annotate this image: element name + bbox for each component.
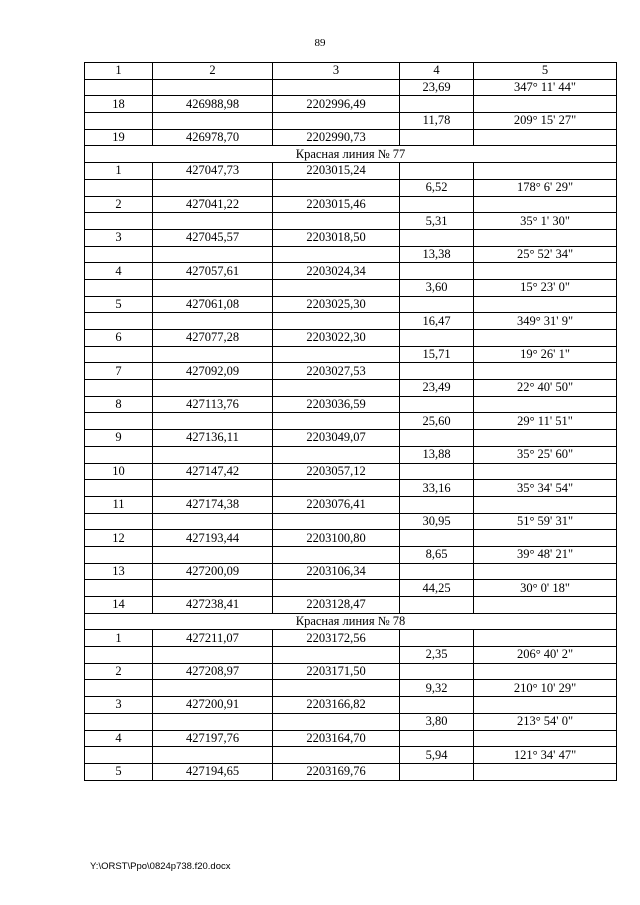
empty-cell bbox=[474, 630, 617, 647]
x-coordinate: 427174,38 bbox=[153, 496, 273, 513]
segment-angle: 22° 40' 50" bbox=[474, 380, 617, 397]
segment-row bbox=[85, 113, 617, 130]
segment-distance: 23,69 bbox=[400, 79, 474, 96]
empty-cell bbox=[273, 713, 400, 730]
empty-cell bbox=[474, 129, 617, 146]
empty-cell bbox=[400, 597, 474, 614]
point-row bbox=[85, 396, 617, 413]
y-coordinate: 2203166,82 bbox=[273, 697, 400, 714]
empty-cell bbox=[153, 647, 273, 664]
empty-cell bbox=[474, 330, 617, 347]
empty-cell bbox=[400, 296, 474, 313]
segment-distance: 5,94 bbox=[400, 747, 474, 764]
point-row bbox=[85, 496, 617, 513]
point-number: 4 bbox=[85, 730, 153, 747]
segment-row bbox=[85, 546, 617, 563]
point-number: 1 bbox=[85, 163, 153, 180]
segment-row bbox=[85, 747, 617, 764]
empty-cell bbox=[400, 763, 474, 780]
x-coordinate: 427113,76 bbox=[153, 396, 273, 413]
empty-cell bbox=[400, 163, 474, 180]
point-row bbox=[85, 430, 617, 447]
empty-cell bbox=[400, 396, 474, 413]
empty-cell bbox=[474, 763, 617, 780]
segment-angle: 349° 31' 9" bbox=[474, 313, 617, 330]
x-coordinate: 426988,98 bbox=[153, 96, 273, 113]
x-coordinate: 427238,41 bbox=[153, 597, 273, 614]
point-number: 4 bbox=[85, 263, 153, 280]
y-coordinate: 2203027,53 bbox=[273, 363, 400, 380]
empty-cell bbox=[85, 113, 153, 130]
section-title: Красная линия № 77 bbox=[85, 146, 617, 163]
header-row bbox=[85, 63, 617, 80]
point-number: 19 bbox=[85, 129, 153, 146]
point-number: 13 bbox=[85, 563, 153, 580]
point-number: 9 bbox=[85, 430, 153, 447]
empty-cell bbox=[474, 263, 617, 280]
empty-cell bbox=[85, 747, 153, 764]
empty-cell bbox=[400, 263, 474, 280]
segment-distance: 11,78 bbox=[400, 113, 474, 130]
segment-angle: 35° 25' 60" bbox=[474, 446, 617, 463]
segment-angle: 29° 11' 51" bbox=[474, 413, 617, 430]
y-coordinate: 2203015,24 bbox=[273, 163, 400, 180]
segment-row bbox=[85, 413, 617, 430]
empty-cell bbox=[474, 96, 617, 113]
empty-cell bbox=[153, 380, 273, 397]
segment-row bbox=[85, 580, 617, 597]
point-row bbox=[85, 229, 617, 246]
point-row bbox=[85, 763, 617, 780]
segment-angle: 35° 1' 30" bbox=[474, 213, 617, 230]
segment-angle: 209° 15' 27" bbox=[474, 113, 617, 130]
point-row bbox=[85, 730, 617, 747]
empty-cell bbox=[474, 296, 617, 313]
empty-cell bbox=[85, 380, 153, 397]
segment-angle: 178° 6' 29" bbox=[474, 179, 617, 196]
empty-cell bbox=[400, 663, 474, 680]
segment-distance: 23,49 bbox=[400, 380, 474, 397]
point-number: 5 bbox=[85, 296, 153, 313]
empty-cell bbox=[153, 546, 273, 563]
empty-cell bbox=[85, 179, 153, 196]
point-row bbox=[85, 697, 617, 714]
point-row bbox=[85, 597, 617, 614]
segment-row bbox=[85, 179, 617, 196]
empty-cell bbox=[474, 730, 617, 747]
empty-cell bbox=[85, 313, 153, 330]
empty-cell bbox=[85, 546, 153, 563]
segment-distance: 9,32 bbox=[400, 680, 474, 697]
empty-cell bbox=[85, 513, 153, 530]
header-cell-2: 2 bbox=[153, 63, 273, 80]
segment-distance: 13,38 bbox=[400, 246, 474, 263]
point-row bbox=[85, 163, 617, 180]
segment-angle: 19° 26' 1" bbox=[474, 346, 617, 363]
empty-cell bbox=[273, 279, 400, 296]
segment-angle: 210° 10' 29" bbox=[474, 680, 617, 697]
x-coordinate: 427211,07 bbox=[153, 630, 273, 647]
empty-cell bbox=[474, 163, 617, 180]
segment-distance: 3,60 bbox=[400, 279, 474, 296]
segment-distance: 8,65 bbox=[400, 546, 474, 563]
empty-cell bbox=[400, 363, 474, 380]
empty-cell bbox=[85, 713, 153, 730]
empty-cell bbox=[273, 346, 400, 363]
point-number: 2 bbox=[85, 196, 153, 213]
empty-cell bbox=[400, 229, 474, 246]
segment-row bbox=[85, 513, 617, 530]
y-coordinate: 2203018,50 bbox=[273, 229, 400, 246]
y-coordinate: 2203171,50 bbox=[273, 663, 400, 680]
empty-cell bbox=[153, 346, 273, 363]
segment-angle: 15° 23' 0" bbox=[474, 279, 617, 296]
y-coordinate: 2203128,47 bbox=[273, 597, 400, 614]
empty-cell bbox=[153, 179, 273, 196]
segment-row bbox=[85, 213, 617, 230]
empty-cell bbox=[273, 246, 400, 263]
empty-cell bbox=[85, 480, 153, 497]
segment-distance: 33,16 bbox=[400, 480, 474, 497]
empty-cell bbox=[273, 747, 400, 764]
point-row bbox=[85, 363, 617, 380]
point-row bbox=[85, 196, 617, 213]
point-number: 11 bbox=[85, 496, 153, 513]
segment-distance: 13,88 bbox=[400, 446, 474, 463]
segment-angle: 25° 52' 34" bbox=[474, 246, 617, 263]
x-coordinate: 426978,70 bbox=[153, 129, 273, 146]
segment-angle: 206° 40' 2" bbox=[474, 647, 617, 664]
point-number: 2 bbox=[85, 663, 153, 680]
empty-cell bbox=[474, 430, 617, 447]
empty-cell bbox=[474, 697, 617, 714]
empty-cell bbox=[273, 647, 400, 664]
segment-distance: 6,52 bbox=[400, 179, 474, 196]
empty-cell bbox=[273, 413, 400, 430]
empty-cell bbox=[400, 129, 474, 146]
empty-cell bbox=[85, 446, 153, 463]
segment-row bbox=[85, 713, 617, 730]
x-coordinate: 427057,61 bbox=[153, 263, 273, 280]
empty-cell bbox=[85, 346, 153, 363]
segment-distance: 30,95 bbox=[400, 513, 474, 530]
empty-cell bbox=[85, 79, 153, 96]
coordinates-table bbox=[84, 62, 617, 781]
empty-cell bbox=[153, 680, 273, 697]
empty-cell bbox=[400, 563, 474, 580]
empty-cell bbox=[85, 413, 153, 430]
point-number: 6 bbox=[85, 330, 153, 347]
empty-cell bbox=[153, 580, 273, 597]
empty-cell bbox=[273, 179, 400, 196]
empty-cell bbox=[85, 647, 153, 664]
point-number: 10 bbox=[85, 463, 153, 480]
segment-angle: 39° 48' 21" bbox=[474, 546, 617, 563]
section-row bbox=[85, 613, 617, 630]
segment-distance: 25,60 bbox=[400, 413, 474, 430]
segment-angle: 121° 34' 47" bbox=[474, 747, 617, 764]
empty-cell bbox=[273, 580, 400, 597]
empty-cell bbox=[273, 79, 400, 96]
segment-row bbox=[85, 279, 617, 296]
x-coordinate: 427208,97 bbox=[153, 663, 273, 680]
section-title: Красная линия № 78 bbox=[85, 613, 617, 630]
empty-cell bbox=[400, 463, 474, 480]
empty-cell bbox=[85, 213, 153, 230]
segment-distance: 15,71 bbox=[400, 346, 474, 363]
segment-row bbox=[85, 313, 617, 330]
empty-cell bbox=[273, 680, 400, 697]
empty-cell bbox=[400, 196, 474, 213]
empty-cell bbox=[400, 330, 474, 347]
x-coordinate: 427045,57 bbox=[153, 229, 273, 246]
x-coordinate: 427200,09 bbox=[153, 563, 273, 580]
empty-cell bbox=[474, 396, 617, 413]
segment-row bbox=[85, 647, 617, 664]
empty-cell bbox=[153, 747, 273, 764]
empty-cell bbox=[400, 96, 474, 113]
empty-cell bbox=[400, 496, 474, 513]
x-coordinate: 427194,65 bbox=[153, 763, 273, 780]
point-number: 3 bbox=[85, 229, 153, 246]
point-row bbox=[85, 330, 617, 347]
empty-cell bbox=[400, 430, 474, 447]
x-coordinate: 427092,09 bbox=[153, 363, 273, 380]
point-number: 12 bbox=[85, 530, 153, 547]
point-number: 18 bbox=[85, 96, 153, 113]
y-coordinate: 2203022,30 bbox=[273, 330, 400, 347]
y-coordinate: 2203025,30 bbox=[273, 296, 400, 313]
point-row bbox=[85, 263, 617, 280]
empty-cell bbox=[153, 480, 273, 497]
empty-cell bbox=[273, 546, 400, 563]
segment-angle: 51° 59' 31" bbox=[474, 513, 617, 530]
segment-row bbox=[85, 380, 617, 397]
x-coordinate: 427041,22 bbox=[153, 196, 273, 213]
header-cell-1: 1 bbox=[85, 63, 153, 80]
empty-cell bbox=[153, 413, 273, 430]
y-coordinate: 2203106,34 bbox=[273, 563, 400, 580]
empty-cell bbox=[400, 730, 474, 747]
empty-cell bbox=[474, 663, 617, 680]
file-path-footer: Y:\ORST\Ppo\0824p738.f20.docx bbox=[90, 861, 231, 872]
segment-distance: 5,31 bbox=[400, 213, 474, 230]
empty-cell bbox=[474, 196, 617, 213]
x-coordinate: 427047,73 bbox=[153, 163, 273, 180]
empty-cell bbox=[153, 79, 273, 96]
y-coordinate: 2203049,07 bbox=[273, 430, 400, 447]
empty-cell bbox=[153, 713, 273, 730]
segment-distance: 2,35 bbox=[400, 647, 474, 664]
point-row bbox=[85, 296, 617, 313]
empty-cell bbox=[153, 113, 273, 130]
segment-row bbox=[85, 446, 617, 463]
segment-row bbox=[85, 680, 617, 697]
empty-cell bbox=[400, 530, 474, 547]
x-coordinate: 427136,11 bbox=[153, 430, 273, 447]
segment-row bbox=[85, 346, 617, 363]
empty-cell bbox=[273, 513, 400, 530]
segment-angle: 30° 0' 18" bbox=[474, 580, 617, 597]
y-coordinate: 2202990,73 bbox=[273, 129, 400, 146]
segment-row bbox=[85, 79, 617, 96]
point-row bbox=[85, 96, 617, 113]
x-coordinate: 427077,28 bbox=[153, 330, 273, 347]
y-coordinate: 2203015,46 bbox=[273, 196, 400, 213]
segment-distance: 16,47 bbox=[400, 313, 474, 330]
segment-row bbox=[85, 480, 617, 497]
segment-distance: 44,25 bbox=[400, 580, 474, 597]
coordinates-table-body bbox=[85, 63, 617, 781]
segment-angle: 35° 34' 54" bbox=[474, 480, 617, 497]
empty-cell bbox=[474, 463, 617, 480]
empty-cell bbox=[273, 213, 400, 230]
x-coordinate: 427061,08 bbox=[153, 296, 273, 313]
y-coordinate: 2203076,41 bbox=[273, 496, 400, 513]
empty-cell bbox=[273, 113, 400, 130]
x-coordinate: 427197,76 bbox=[153, 730, 273, 747]
point-row bbox=[85, 530, 617, 547]
empty-cell bbox=[474, 597, 617, 614]
point-row bbox=[85, 663, 617, 680]
empty-cell bbox=[153, 246, 273, 263]
empty-cell bbox=[85, 680, 153, 697]
x-coordinate: 427193,44 bbox=[153, 530, 273, 547]
empty-cell bbox=[474, 363, 617, 380]
point-row bbox=[85, 463, 617, 480]
point-number: 5 bbox=[85, 763, 153, 780]
point-row bbox=[85, 563, 617, 580]
y-coordinate: 2203024,34 bbox=[273, 263, 400, 280]
y-coordinate: 2203172,56 bbox=[273, 630, 400, 647]
x-coordinate: 427147,42 bbox=[153, 463, 273, 480]
y-coordinate: 2202996,49 bbox=[273, 96, 400, 113]
y-coordinate: 2203057,12 bbox=[273, 463, 400, 480]
y-coordinate: 2203164,70 bbox=[273, 730, 400, 747]
point-number: 1 bbox=[85, 630, 153, 647]
empty-cell bbox=[85, 279, 153, 296]
segment-angle: 213° 54' 0" bbox=[474, 713, 617, 730]
empty-cell bbox=[474, 229, 617, 246]
segment-row bbox=[85, 246, 617, 263]
x-coordinate: 427200,91 bbox=[153, 697, 273, 714]
empty-cell bbox=[273, 446, 400, 463]
empty-cell bbox=[153, 513, 273, 530]
empty-cell bbox=[273, 313, 400, 330]
empty-cell bbox=[474, 496, 617, 513]
empty-cell bbox=[273, 380, 400, 397]
segment-distance: 3,80 bbox=[400, 713, 474, 730]
segment-angle: 347° 11' 44" bbox=[474, 79, 617, 96]
point-number: 8 bbox=[85, 396, 153, 413]
header-cell-5: 5 bbox=[474, 63, 617, 80]
y-coordinate: 2203100,80 bbox=[273, 530, 400, 547]
point-number: 14 bbox=[85, 597, 153, 614]
empty-cell bbox=[85, 580, 153, 597]
point-row bbox=[85, 630, 617, 647]
empty-cell bbox=[153, 313, 273, 330]
header-cell-4: 4 bbox=[400, 63, 474, 80]
y-coordinate: 2203169,76 bbox=[273, 763, 400, 780]
section-row bbox=[85, 146, 617, 163]
page-number: 89 bbox=[314, 37, 326, 49]
empty-cell bbox=[400, 697, 474, 714]
empty-cell bbox=[474, 530, 617, 547]
empty-cell bbox=[400, 630, 474, 647]
empty-cell bbox=[153, 279, 273, 296]
point-row bbox=[85, 129, 617, 146]
empty-cell bbox=[273, 480, 400, 497]
y-coordinate: 2203036,59 bbox=[273, 396, 400, 413]
empty-cell bbox=[153, 446, 273, 463]
empty-cell bbox=[474, 563, 617, 580]
header-cell-3: 3 bbox=[273, 63, 400, 80]
empty-cell bbox=[85, 246, 153, 263]
point-number: 3 bbox=[85, 697, 153, 714]
point-number: 7 bbox=[85, 363, 153, 380]
empty-cell bbox=[153, 213, 273, 230]
